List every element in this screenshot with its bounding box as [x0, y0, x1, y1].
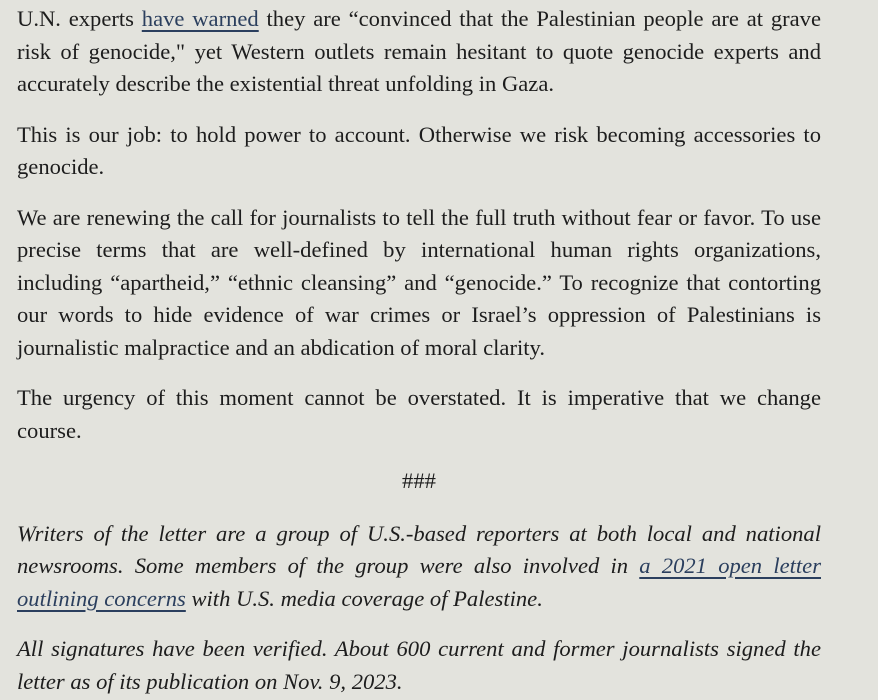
paragraph-un-experts-lead: U.N. experts	[17, 6, 142, 31]
paragraph-un-experts	[17, 3, 821, 101]
have-warned-link[interactable]: have warned	[141, 6, 259, 31]
open-letter-2021-link[interactable]: a 2021 open letter outlining concerns	[17, 553, 821, 611]
paragraph-un-experts-rest: they are “convinced that the Palestinian people are at grave risk of genocide," yet Western outlets remain hesitant to quote genocide experts and accurately describe the existential threat unfolding in Gaza.	[17, 6, 821, 96]
paragraph-urgency: The urgency of this moment cannot be overstated. It is imperative that we change course.	[17, 385, 821, 443]
note-signatures: All signatures have been verified. About 600 current and former journalists signed the letter as of its publication on Nov. 9, 2023.	[17, 636, 821, 694]
section-separator: ###	[402, 468, 436, 493]
paragraph-renewing-call: We are renewing the call for journalists to tell the full truth without fear or favor. To use precise terms that are well-defined by international human rights organizations, including “apartheid,” “ethnic cleansing” and “genocide.” To recognize that contorting our words to hide evidence of war crimes or Israel’s oppression of Palestinians is journalistic malpractice and an abdication of moral clarity.	[17, 204, 821, 360]
note-writers	[17, 518, 821, 616]
article-body	[17, 0, 821, 698]
note-writers-rest: with U.S. media coverage of Palestine.	[185, 585, 543, 611]
paragraph-our-job: This is our job: to hold power to account. Otherwise we risk becoming accessories to genocide.	[17, 121, 821, 179]
note-writers-lead: Writers of the letter are a group of U.S.-based reporters at both local and national newsrooms. Some members of the group were also involved in	[17, 520, 821, 578]
